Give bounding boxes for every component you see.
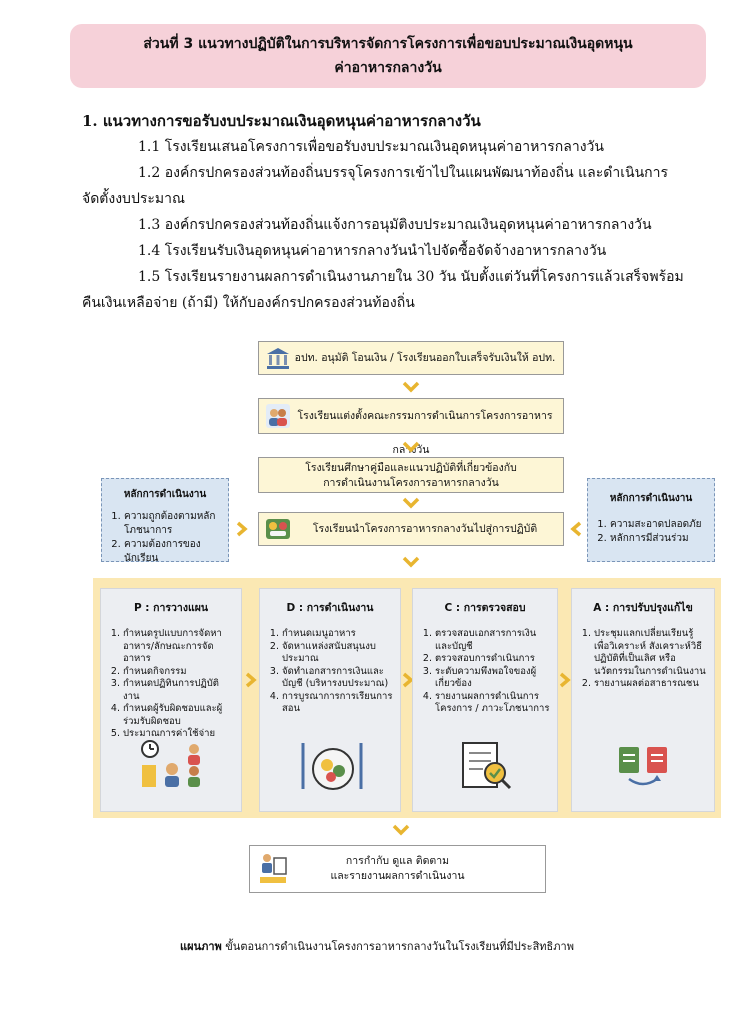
card-do-item: 4. การบูรณาการการเรียนการสอน (282, 691, 394, 716)
report-board-icon (258, 852, 288, 886)
committee-icon (265, 403, 291, 429)
card-plan-item: 4. กำหนดผู้รับผิดชอบและผู้ร่วมรับผิดชอบ (123, 703, 235, 728)
chevron-right-icon (236, 521, 248, 537)
flow-step-implement-text: โรงเรียนนำโครงการอาหารกลางวันไปสู่การปฏิบัติ (312, 523, 538, 535)
principles-left-item: 2. ความต้องการของนักเรียน (124, 538, 228, 566)
chevron-right-icon (245, 672, 257, 688)
card-plan-item: 3. กำหนดปฏิทินการปฏิบัติงาน (123, 678, 235, 703)
item-1-1: 1.1 โรงเรียนเสนอโครงการเพื่อขอรับงบประมาณเงินอุดหนุนค่าอาหารกลางวัน (138, 139, 604, 155)
caption-label: แผนภาพ (180, 940, 222, 953)
arrow-down-icon (402, 497, 420, 509)
chevron-left-icon (570, 521, 582, 537)
card-do-title: D : การดำเนินงาน (286, 602, 374, 614)
card-check (412, 588, 558, 812)
card-plan-title: P : การวางแผน (133, 602, 209, 614)
section-items (82, 134, 702, 316)
card-check-title: C : การตรวจสอบ (444, 602, 526, 614)
arrow-down-icon (402, 381, 420, 393)
flow-step-approve-text: อปท. อนุมัติ โอนเงิน / โรงเรียนออกใบเสร็จรับเงินให้ อปท. (294, 352, 556, 364)
flow-step-study (258, 457, 564, 493)
card-act-item: 2. รายงานผลต่อสาธารณชน (594, 678, 708, 691)
arrow-down-icon (402, 441, 420, 453)
card-check-item: 1. ตรวจสอบเอกสารการเงินและบัญชี (435, 628, 551, 653)
flow-step-study-line1: โรงเรียนศึกษาคู่มือและแนวปฏิบัติที่เกี่ยวข้องกับ (305, 462, 517, 474)
header-line-1: ส่วนที่ 3 แนวทางปฏิบัติในการบริหารจัดการโครงการเพื่อขอบประมาณเงินอุดหนุน (143, 36, 633, 52)
checklist-magnifier-icon (455, 739, 515, 793)
principles-right-item: 1. ความสะอาดปลอดภัย (610, 518, 714, 532)
card-act-item: 1. ประชุมแลกเปลี่ยนเรียนรู้ เพื่อวิเคราะห์ สังเคราะห์วิธีปฏิบัติที่เป็นเลิศ หรือนวัตกรรมในการดำเนินงาน (594, 628, 708, 678)
flow-step-committee-text: โรงเรียนแต่งตั้งคณะกรรมการดำเนินการโครงการอาหารกลางวัน (297, 410, 553, 456)
card-act-title: A : การปรับปรุงแก้ไข (593, 602, 693, 614)
card-do (259, 588, 401, 812)
flow-step-study-line2: การดำเนินงานโครงการอาหารกลางวัน (323, 477, 499, 489)
card-plan (100, 588, 242, 812)
flow-step-monitor-line1: การกำกับ ดูแล ติดตาม (345, 855, 450, 867)
principles-left-item: 1. ความถูกต้องตามหลักโภชนาการ (124, 510, 228, 538)
principles-right-item: 2. หลักการมีส่วนร่วม (610, 532, 714, 546)
principles-left-title: หลักการดำเนินงาน (123, 489, 207, 500)
principles-right-box (587, 478, 715, 562)
arrow-down-icon (402, 556, 420, 568)
card-do-item: 1. กำหนดเมนูอาหาร (282, 628, 394, 641)
arrow-down-icon (392, 824, 410, 836)
header-line-2: ค่าอาหารกลางวัน (334, 60, 442, 76)
card-check-item: 2. ตรวจสอบการดำเนินการ (435, 653, 551, 666)
exchange-icon (613, 739, 673, 789)
card-act (571, 588, 715, 812)
section-header (70, 24, 706, 88)
card-do-item: 2. จัดหาแหล่งสนับสนุนงบประมาณ (282, 641, 394, 666)
section-heading: 1. แนวทางการขอรับงบประมาณเงินอุดหนุนค่าอาหารกลางวัน (82, 112, 481, 130)
flow-step-approve (258, 341, 564, 375)
figure-caption (0, 937, 754, 955)
card-plan-item: 2. กำหนดกิจกรรม (123, 666, 235, 679)
flow-step-monitor-line2: และรายงานผลการดำเนินงาน (330, 870, 465, 882)
item-1-5-cont: คืนเงินเหลือจ่าย (ถ้ามี) ให้กับองค์กรปกครองส่วนท้องถิ่น (82, 295, 415, 311)
card-check-item: 3. ระดับความพึงพอใจของผู้เกี่ยวข้อง (435, 666, 551, 691)
card-plan-item: 5. ประมาณการค่าใช้จ่าย (123, 728, 235, 741)
principles-left-box (101, 478, 229, 562)
item-1-4: 1.4 โรงเรียนรับเงินอุดหนุนค่าอาหารกลางวันนำไปจัดซื้อจัดจ้างอาหารกลางวัน (138, 243, 607, 259)
principles-right-title: หลักการดำเนินงาน (609, 493, 693, 504)
food-tray-icon (265, 516, 291, 542)
item-1-3: 1.3 องค์กรปกครองส่วนท้องถิ่นแจ้งการอนุมัติงบประมาณเงินอุดหนุนค่าอาหารกลางวัน (138, 217, 652, 233)
item-1-5: 1.5 โรงเรียนรายงานผลการดำเนินงานภายใน 30 วัน นับตั้งแต่วันที่โครงการแล้วเสร็จพร้อม (138, 269, 684, 285)
chevron-right-icon (559, 672, 571, 688)
card-check-item: 4. รายงานผลการดำเนินการโครงการ / ภาวะโภชนาการ (435, 691, 551, 716)
flow-step-monitor (249, 845, 546, 893)
bank-icon (265, 345, 291, 371)
flow-step-committee (258, 398, 564, 456)
card-do-item: 3. จัดทำเอกสารการเงินและบัญชี (บริหารงบประมาณ) (282, 666, 394, 691)
item-1-2: 1.2 องค์กรปกครองส่วนท้องถิ่นบรรจุโครงการเข้าไปในแผนพัฒนาท้องถิ่น และดำเนินการ (138, 165, 669, 181)
caption-text: ขั้นตอนการดำเนินงานโครงการอาหารกลางวันในโรงเรียนที่มีประสิทธิภาพ (221, 940, 574, 953)
meal-plate-icon (295, 739, 365, 793)
item-1-2-cont: จัดตั้งงบประมาณ (82, 191, 185, 207)
flow-step-implement (258, 512, 564, 546)
planning-team-icon (136, 739, 206, 789)
card-plan-item: 1. กำหนดรูปแบบการจัดหาอาหาร/ลักษณะการจัดอาหาร (123, 628, 235, 666)
